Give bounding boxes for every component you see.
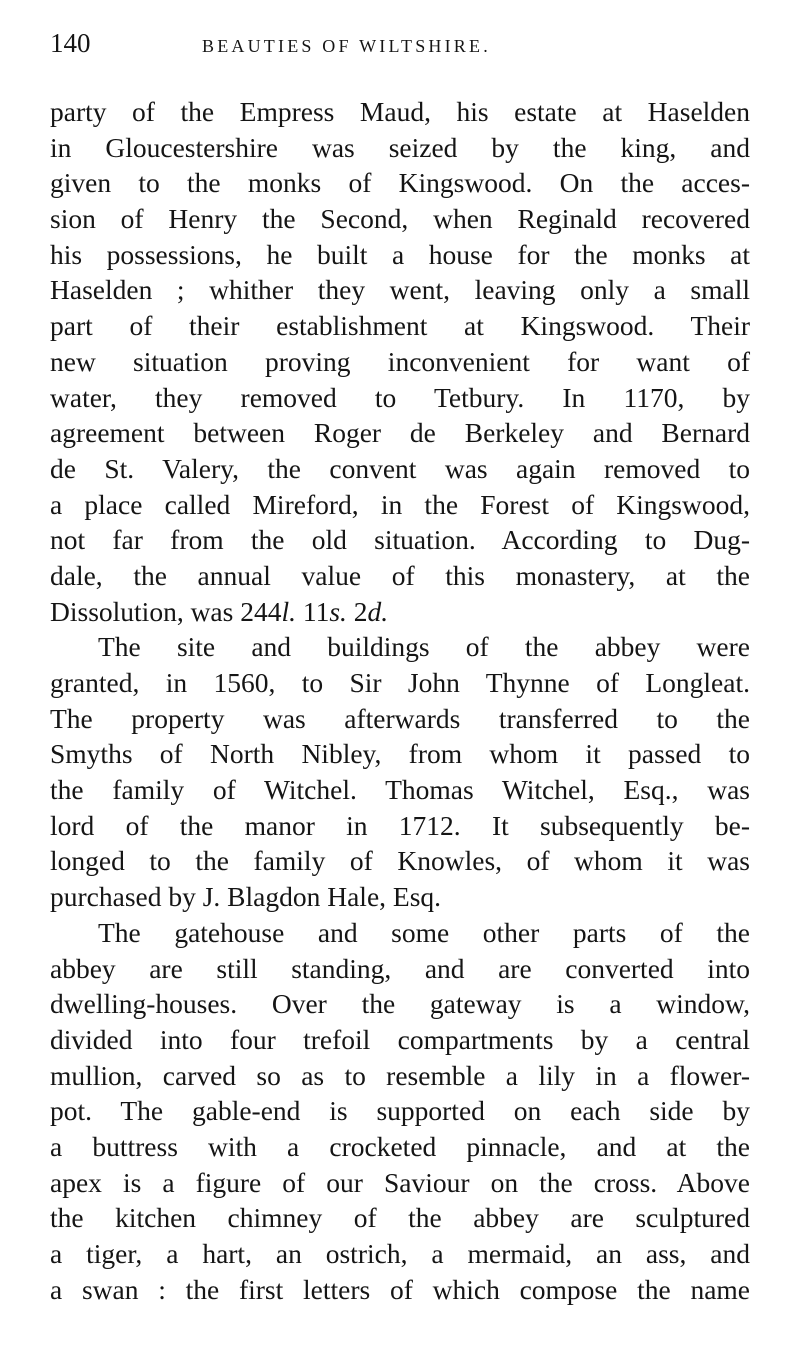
text-line: Haselden ; whither they went, leaving only a small (50, 274, 750, 306)
text-line: lord of the manor in 1712. It subsequently be- (50, 809, 750, 841)
text-line: the family of Witchel. Thomas Witchel, Esq., was (50, 774, 750, 806)
text-line: The property was afterwards transferred to the (50, 702, 750, 734)
running-title: BEAUTIES OF WILTSHIRE. (202, 36, 491, 56)
text-line: agreement between Roger de Berkeley and Bernard (50, 417, 750, 449)
text-line: longed to the family of Knowles, of whom it was (50, 845, 750, 877)
text-line: Smyths of North Nibley, from whom it passed to (50, 738, 750, 770)
text-line: a place called Mireford, in the Forest of Kingswood, (50, 488, 750, 520)
text-line: sion of Henry the Second, when Reginald recovered (50, 203, 750, 235)
text-line: purchased by J. Blagdon Hale, Esq. (50, 881, 442, 913)
text-line: Dissolution, was 244l. 11s. 2d. (50, 595, 389, 627)
page-body (50, 94, 750, 1307)
paragraph (50, 629, 750, 915)
text-line: apex is a figure of our Saviour on the cross. Above (50, 1166, 750, 1198)
text-line: in Gloucestershire was seized by the king, and (50, 131, 750, 163)
text-line: a buttress with a crocketed pinnacle, and at the (50, 1130, 750, 1162)
text-line: divided into four trefoil compartments by a central (50, 1023, 750, 1055)
text-line: party of the Empress Maud, his estate at Haselden (50, 96, 750, 127)
paragraph (50, 94, 750, 629)
text-line: pot. The gable-end is supported on each side by (50, 1095, 750, 1127)
text-line: The site and buildings of the abbey were (98, 631, 750, 663)
text-line: abbey are still standing, and are converted into (50, 952, 750, 984)
text-line: mullion, carved so as to resemble a lily in a flower- (50, 1059, 750, 1091)
text-line: dwelling-houses. Over the gateway is a window, (50, 988, 750, 1020)
text-line: dale, the annual value of this monastery, at the (50, 559, 750, 591)
text-line: a tiger, a hart, an ostrich, a mermaid, an ass, and (50, 1238, 750, 1269)
text-line: de St. Valery, the convent was again removed to (50, 452, 750, 484)
text-line: water, they removed to Tetbury. In 1170, by (50, 381, 750, 413)
text-line: granted, in 1560, to Sir John Thynne of Longleat. (50, 667, 750, 698)
page-header (50, 28, 750, 64)
text-line: new situation proving inconvenient for want of (50, 345, 750, 377)
text-line: his possessions, he built a house for the monks at (50, 238, 750, 270)
text-line: given to the monks of Kingswood. On the acces- (50, 167, 750, 199)
text-line: The gatehouse and some other parts of the (98, 916, 750, 948)
text-line: not far from the old situation. According to Dug- (50, 524, 750, 556)
paragraph (50, 915, 750, 1308)
text-line: part of their establishment at Kingswood. Their (50, 310, 750, 342)
text-line: the kitchen chimney of the abbey are sculptured (50, 1202, 750, 1234)
text-line: a swan : the first letters of which compose the name (50, 1273, 750, 1305)
page-number: 140 (50, 28, 91, 58)
